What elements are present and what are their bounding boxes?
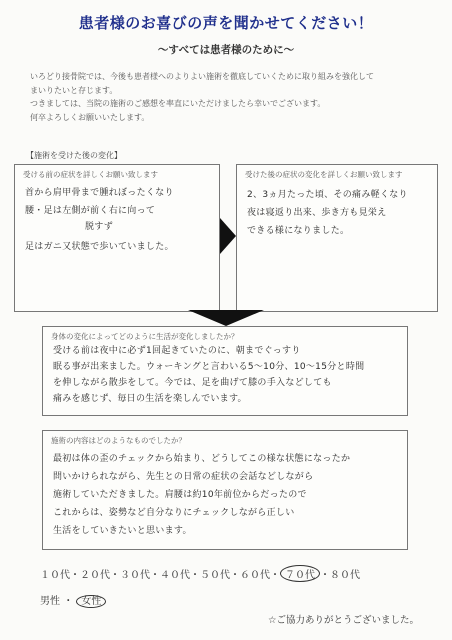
after-symptoms-box[interactable] xyxy=(236,164,438,312)
handwritten-line: これからは、姿勢など自分なりにチェックしながら正しい xyxy=(53,508,295,518)
handwritten-line: できる様になりました。 xyxy=(247,226,350,236)
handwritten-line: 眠る事が出来ました。ウォーキングと言わいる5～10分、10～15分と時間 xyxy=(53,362,365,372)
age-option[interactable]: ８０代 xyxy=(330,570,360,581)
intro-line: つきましては、当院の施術のご感想を率直にいただけましたら幸いでございます。 xyxy=(30,99,326,108)
handwritten-line: 2、3ヵ月たった頃、その痛み軽くなり xyxy=(247,190,408,200)
handwritten-line: 首から肩甲骨まで腫れぼったくなり xyxy=(25,188,174,198)
gender-option-male[interactable]: 男性 xyxy=(40,596,60,607)
age-option[interactable]: ６０代 xyxy=(240,570,270,581)
gender-options: 男性 ・ 女性 xyxy=(40,592,106,607)
page-title: 患者様のお喜びの声を聞かせてください！ xyxy=(78,14,374,32)
handwritten-line: 問いかけられながら、先生との日常の症状の会話などしながら xyxy=(53,472,314,482)
after-symptoms-label: 受けた後の症状の変化を詳しくお願い致します xyxy=(245,170,403,179)
handwritten-line: 生活をしていきたいと思います。 xyxy=(53,526,192,536)
handwritten-line: 痛みを感じず、毎日の生活を楽しんでいます。 xyxy=(53,394,247,404)
age-option[interactable]: ２０代 xyxy=(80,570,110,581)
age-option[interactable]: １０代 xyxy=(40,570,70,581)
arrow-down-icon xyxy=(188,310,264,326)
intro-line: 何卒よろしくお願いいたします。 xyxy=(30,112,150,122)
treatment-content-box[interactable] xyxy=(42,430,408,550)
intro-line: まいりたいと存じます。 xyxy=(30,85,118,95)
intro-line: いろどり接骨院では、今後も患者様へのよりよい施術を徹底していくために取り組みを強化して xyxy=(30,72,374,81)
life-change-label: 身体の変化によってどのように生活が変化しましたか？ xyxy=(51,332,239,341)
treatment-content-label: 施術の内容はどのようなものでしたか？ xyxy=(51,436,186,445)
page-subtitle: ～すべては患者様のために～ xyxy=(157,44,295,56)
arrow-right-icon xyxy=(220,218,236,254)
age-option[interactable]: ３０代 xyxy=(120,570,150,581)
age-option[interactable]: ５０代 xyxy=(200,570,230,581)
before-symptoms-box[interactable] xyxy=(14,164,220,312)
intro-text xyxy=(30,70,430,124)
life-change-box[interactable] xyxy=(42,326,408,416)
handwritten-line: 施術していただきました。肩腰は約10年前位からだったので xyxy=(53,490,307,500)
handwritten-line: 夜は寝返り出来、歩き方も見栄え xyxy=(247,208,387,218)
gender-option-female-selected[interactable]: 女性 xyxy=(76,595,106,608)
handwritten-line: 最初は体の歪のチェックから始まり、どうしてこの様な状態になったか xyxy=(53,454,351,464)
age-option-selected[interactable]: ７０代 xyxy=(280,565,320,582)
handwritten-line: を伸しながら散歩をして。今では、足を曲げて膝の手入などしても xyxy=(53,378,332,388)
age-option[interactable]: ４０代 xyxy=(160,570,190,581)
section-label: 【施術を受けた後の変化】 xyxy=(26,151,122,160)
handwritten-line: 腰・足は左側が前く右に向って xyxy=(25,206,156,216)
before-symptoms-label: 受ける前の症状を詳しくお願い致します xyxy=(23,170,158,179)
handwritten-line: 脱すず xyxy=(85,222,113,232)
age-options: １０代・２０代・３０代・４０代・５０代・６０代・ ７０代 ・８０代 xyxy=(40,565,360,582)
handwritten-line: 足はガニ又状態で歩いていました。 xyxy=(25,242,174,252)
handwritten-line: 受ける前は夜中に必ず1回起きていたのに、朝までぐっすり xyxy=(53,346,301,356)
thanks-message: ☆ご協力ありがとうございました。 xyxy=(268,615,420,626)
